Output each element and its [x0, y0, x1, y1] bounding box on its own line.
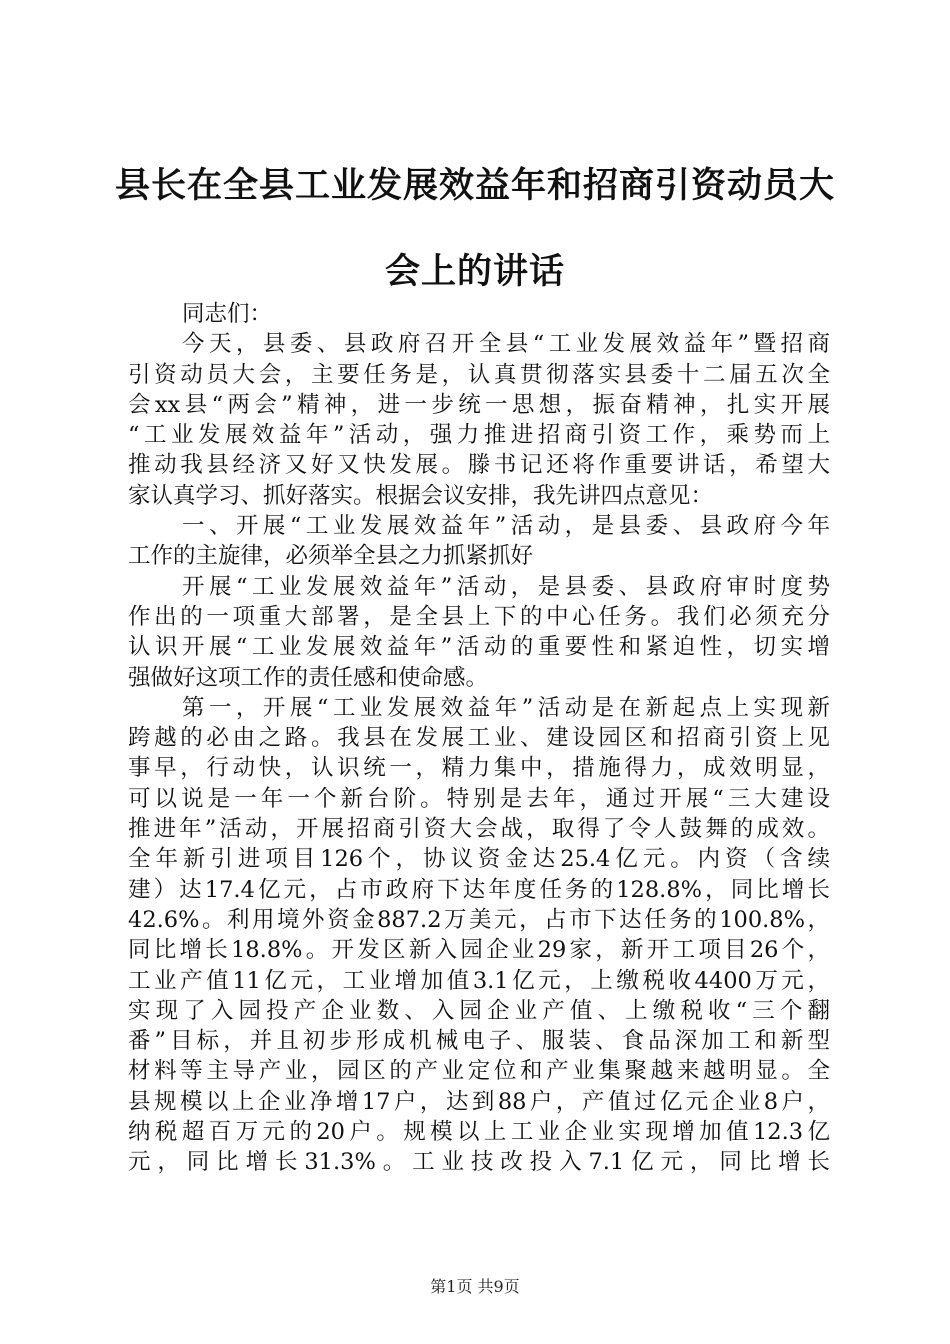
- body-line: 同比增长18.8%。开发区新入园企业29家，新开工项目26个，: [128, 937, 830, 964]
- body-line: 建）达17.4亿元，占市政府下达年度任务的128.8%，同比增长: [128, 876, 830, 903]
- body-line: 会xx县“两会”精神，进一步统一思想，振奋精神，扎实开展: [128, 391, 830, 418]
- body-line: 事早，行动快，认识统一，精力集中，措施得力，成效明显，: [128, 755, 830, 782]
- body-line: 材料等主导产业，园区的产业定位和产业集聚越来越明显。全: [128, 1058, 830, 1085]
- body-line: 作出的一项重大部署，是全县上下的中心任务。我们必须充分: [128, 603, 830, 630]
- section-heading-line: 一、开展“工业发展效益年”活动，是县委、县政府今年: [182, 513, 830, 540]
- body-line: 纳税超百万元的20户。规模以上工业企业实现增加值12.3亿: [128, 1119, 830, 1146]
- document-title-line-2: 会上的讲话: [384, 251, 565, 292]
- section-heading-line: 工作的主旋律，必须举全县之力抓紧抓好: [128, 543, 534, 570]
- body-line: 第一，开展“工业发展效益年”活动是在新起点上实现新: [182, 694, 830, 721]
- body-line: 番”目标，并且初步形成机械电子、服装、食品深加工和新型: [128, 1028, 830, 1055]
- body-line: 跨越的必由之路。我县在发展工业、建设园区和招商引资上见: [128, 725, 830, 752]
- body-line: 推进年”活动，开展招商引资大会战，取得了令人鼓舞的成效。: [128, 816, 830, 843]
- body-line: 推动我县经济又好又快发展。滕书记还将作重要讲话，希望大: [128, 452, 830, 479]
- body-line: 今天，县委、县政府召开全县“工业发展效益年”暨招商: [182, 331, 830, 358]
- salutation: 同志们：: [182, 301, 273, 327]
- body-line: 可以说是一年一个新台阶。特别是去年，通过开展“三大建设: [128, 785, 830, 812]
- document-body: [128, 299, 830, 1178]
- body-line: 引资动员大会，主要任务是，认真贯彻落实县委十二届五次全: [128, 361, 830, 388]
- document-title-line-1: 县长在全县工业发展效益年和招商引资动员大: [114, 165, 835, 206]
- body-line: 县规模以上企业净增17户，达到88户，产值过亿元企业8户，: [128, 1088, 830, 1115]
- page-footer: 第1页 共9页: [430, 1277, 520, 1296]
- body-line: 42.6%。利用境外资金887.2万美元，占市下达任务的100.8%，: [128, 906, 830, 933]
- body-line: “工业发展效益年”活动，强力推进招商引资工作，乘势而上: [128, 422, 830, 449]
- body-line: 家认真学习、抓好落实。根据会议安排，我先讲四点意见：: [128, 482, 714, 509]
- body-line: 认识开展“工业发展效益年”活动的重要性和紧迫性，切实增: [128, 634, 830, 661]
- body-line: 实现了入园投产企业数、入园企业产值、上缴税收“三个翻: [128, 997, 830, 1024]
- body-line: 开展“工业发展效益年”活动，是县委、县政府审时度势: [182, 573, 830, 600]
- body-line: 强做好这项工作的责任感和使命感。: [128, 664, 489, 691]
- body-line: 工业产值11亿元，工业增加值3.1亿元，上缴税收4400万元，: [128, 967, 830, 994]
- body-line: 全年新引进项目126个，协议资金达25.4亿元。内资（含续: [128, 846, 830, 873]
- body-line: 元，同比增长31.3%。工业技改投入7.1亿元，同比增长: [128, 1149, 830, 1176]
